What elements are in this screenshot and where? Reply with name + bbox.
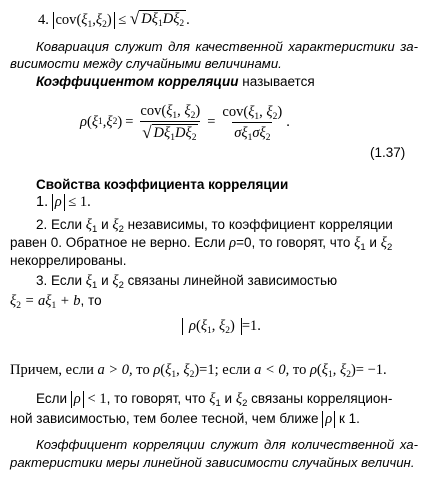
covariance-note-line1: Ковариация служит для качественной характеристики за- <box>36 39 418 54</box>
property-3-line2: $\xi_2 = a\xi_1 + b$, то <box>10 293 102 311</box>
property-2-line2: равен 0. Обратное не верно. Если ρ=0, то говорят, что $\xi_1$ и $\xi_2$ <box>10 235 393 253</box>
property-2-line3: некоррелированы. <box>10 253 127 268</box>
cov-absolute-value: $cov(\xi_1,\xi_2)$ <box>53 12 115 29</box>
sqrt-variance-product: √ $D\xi_1D\xi_2$ <box>129 9 185 29</box>
correlation-strength-line1: Если ρ < 1, то говорят, что $\xi_1$ и $\xi_2$ связаны корреляцион- <box>36 391 393 409</box>
formula-fraction-1: $cov(\xi_1$, $\xi_2$) √ $D\xi_1D\xi_2$ <box>140 102 201 143</box>
definition-line: Коэффициентом корреляции называется <box>36 74 315 89</box>
equation-number: (1.37) <box>370 145 406 160</box>
property-2-line1: 2. Если $\xi_1$ и $\xi_2$ независимы, то коэффициент корреляции <box>36 217 393 235</box>
formula-fraction-2: $\frac{cov(\xi_1, \xi_2)}{\sigma\xi_1\sigma\xi_2}$ <box>222 103 283 143</box>
property-3-line1: 3. Если $\xi_1$ и $\xi_2$ связаны линейной зависимостью <box>36 273 338 291</box>
sign-consequence-line: Причем, если a > 0, то $\rho(\xi_1$, $\xi_2)=1$; если a < 0, то $\rho(\xi_1$, $\xi_2)= -1$. <box>10 362 387 380</box>
property-4-inequality: 4. $cov(\xi_1,\xi_2)$ ≤ √ $D\xi_1D\xi_2$ . <box>38 9 190 30</box>
closing-note-line1: Коэффициент корреляции служит для количественной ха- <box>36 437 418 452</box>
covariance-note-line2: висимости между случайными величинами. <box>10 56 282 71</box>
correlation-formula: ρ ( ξ 1 , ξ 2 ) = $cov(\xi_1$, $\xi_2$) √ $D\xi_1D\xi_2$ = $\frac{cov(\xi_1, \xi_2)}{\sigma\xi_1\sigma\xi_2}$ . <box>80 102 290 143</box>
closing-note-line2: рактеристики меры линейной зависимости случайных величин. <box>10 455 415 470</box>
defined-term: Коэффициентом корреляции <box>36 74 239 89</box>
abs-rho-equals-one: $\rho(\xi_1$, $\xi_2) =1$. <box>182 318 261 335</box>
correlation-strength-line2: ной зависимостью, тем более тесной, чем ближе ρ к 1. <box>10 411 360 427</box>
property-1: 1. ρ ≤ 1. <box>36 194 91 210</box>
properties-heading: Свойства коэффициента корреляции <box>36 177 289 192</box>
